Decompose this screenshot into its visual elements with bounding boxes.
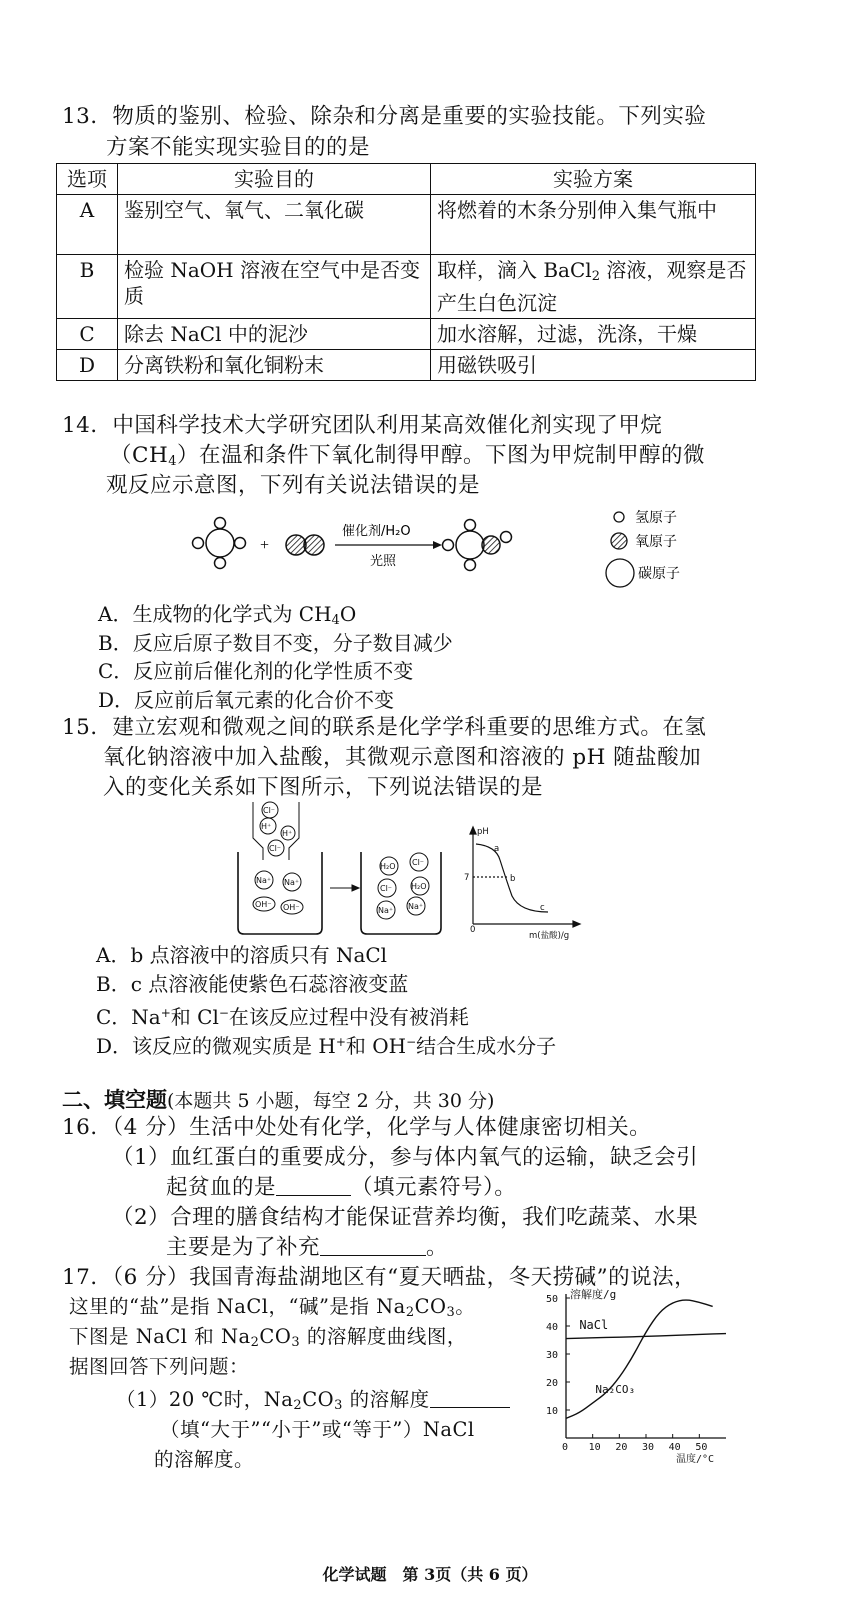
molecule-label-h2o: H₂O — [380, 862, 396, 871]
ion-label-na: Na⁺ — [284, 878, 300, 887]
ion-label-oh: OH⁻ — [283, 903, 300, 912]
ion-label-cl: Cl⁻ — [263, 806, 276, 815]
option-d-pre: D．该反应的微观实质是 H — [96, 1034, 336, 1058]
q17-line3-pre: 下图是 NaCl 和 Na — [69, 1325, 251, 1348]
sub: 3 — [334, 1398, 343, 1413]
table-row — [57, 255, 756, 319]
q17-part1-line3: 的溶解度。 — [154, 1448, 255, 1471]
y-tick-label: 30 — [546, 1350, 559, 1361]
table-cell-option: C — [57, 319, 118, 350]
option-c-sup: + — [160, 1006, 171, 1020]
option-c-post: 在该反应过程中没有被消耗 — [228, 1005, 469, 1029]
table-row — [57, 195, 756, 255]
q17-line3-post: 的溶解度曲线图， — [300, 1325, 467, 1348]
table-row — [57, 350, 756, 381]
table-cell-goal: 检验 NaOH 溶液在空气中是否变质 — [118, 255, 431, 319]
table-header-goal: 实验目的 — [118, 164, 431, 195]
molecule-label-h2o: H₂O — [411, 882, 427, 891]
section-title — [62, 1084, 494, 1114]
q14-line2-sub: 4 — [168, 454, 177, 469]
ion-label-cl: Cl⁻ — [412, 858, 425, 867]
series-label-na2co3: Na₂CO₃ — [595, 1383, 636, 1397]
legend-oxygen: 氧原子 — [635, 534, 677, 550]
table-header-row — [57, 164, 756, 195]
y-tick-label: 40 — [546, 1322, 559, 1333]
q15-line3: 入的变化关系如下图所示，下列说法错误的是 — [103, 775, 544, 800]
q17-part1-line2: （填“大于”“小于”或“等于”）NaCl — [160, 1418, 475, 1441]
q14-line3: 观反应示意图，下列有关说法错误的是 — [106, 473, 481, 498]
q15-line1: 15．建立宏观和微观之间的联系是化学学科重要的思维方式。在氢 — [62, 715, 707, 740]
ion-label-h: H⁺ — [261, 822, 272, 831]
answer-blank[interactable] — [320, 1235, 426, 1256]
legend-hydrogen: 氢原子 — [635, 510, 677, 526]
section-title-text: 二、填空题 — [62, 1087, 167, 1112]
q16-part2-line1: （2）合理的膳食结构才能保证营养均衡，我们吃蔬菜、水果 — [112, 1205, 699, 1230]
sub: 2 — [405, 1305, 415, 1320]
option-a-post: O — [339, 602, 357, 626]
q16-part1-line2 — [166, 1174, 516, 1202]
q15-option-d — [96, 1029, 556, 1059]
point-c-label: c — [540, 903, 545, 913]
option-a-sub: 4 — [331, 613, 340, 628]
answer-blank[interactable] — [276, 1175, 351, 1196]
beaker-left — [238, 852, 322, 934]
page-footer: 化学试题 第 3页（共 6 页） — [322, 1565, 538, 1584]
arrow-condition-top: 催化剂/H₂O — [342, 524, 411, 539]
option-d-mid: 和 OH — [345, 1034, 407, 1058]
q17-part1-line1 — [116, 1386, 510, 1420]
q17-line2-mid: CO — [414, 1295, 447, 1318]
table-header-option: 选项 — [57, 164, 118, 195]
q15-line2: 氧化钠溶液中加入盐酸，其微观示意图和溶液的 pH 随盐酸加 — [103, 745, 702, 770]
q14-line2 — [110, 442, 705, 476]
q14-option-d: D．反应前后氧元素的化合价不变 — [98, 688, 395, 712]
q17-line2-pre: 这里的“盐”是指 NaCl，“碱”是指 Na — [69, 1295, 406, 1318]
q15-option-c — [96, 1000, 469, 1030]
sub: 3 — [446, 1305, 456, 1320]
ion-label-na: Na⁺ — [256, 876, 272, 885]
q17-line2-post: 。 — [455, 1295, 476, 1318]
option-a-pre: A．生成物的化学式为 CH — [98, 602, 332, 626]
table-cell-plan — [431, 255, 756, 319]
x-tick-label: 40 — [668, 1442, 681, 1453]
ion-label-na: Na⁺ — [378, 906, 394, 915]
table-cell-option: B — [57, 255, 118, 319]
q13-line2: 方案不能实现实验目的的是 — [106, 135, 371, 160]
table-cell-plan: 将燃着的木条分别伸入集气瓶中 — [431, 195, 756, 255]
q16-part1-line1: （1）血红蛋白的重要成分，参与体内氧气的运输，缺乏会引 — [112, 1145, 699, 1170]
legend-carbon: 碳原子 — [638, 566, 680, 582]
y-axis-label: 溶解度/g — [570, 1288, 617, 1301]
ion-label-h: H⁺ — [282, 829, 293, 838]
series-label-nacl: NaCl — [579, 1317, 609, 1332]
option-d-sup: + — [335, 1035, 346, 1049]
reaction-arrow-head — [433, 541, 442, 549]
x-axis-label: 温度/°C — [676, 1454, 715, 1464]
q15-option-a: A．b 点溶液中的溶质只有 NaCl — [96, 943, 388, 967]
methanol-molecule — [443, 520, 512, 571]
point-b-label: b — [510, 874, 516, 884]
q17-part1-post: 的溶解度 — [342, 1388, 430, 1411]
ph-graph — [470, 827, 580, 927]
answer-blank[interactable] — [430, 1387, 510, 1408]
table-cell-goal: 鉴别空气、氧气、二氧化碳 — [118, 195, 431, 255]
ph-tick-7: 7 — [464, 873, 470, 883]
table-cell-goal: 分离铁粉和氧化铜粉末 — [118, 350, 431, 381]
solubility-chart — [540, 1288, 740, 1464]
q17-line1: 17．（6 分）我国青海盐湖地区有“夏天晒盐，冬天捞碱”的说法， — [62, 1265, 697, 1290]
section-note: (本题共 5 小题，每空 2 分，共 30 分) — [167, 1090, 495, 1112]
q14-option-b: B．反应后原子数目不变，分子数目减少 — [98, 631, 453, 655]
q14-line1: 14．中国科学技术大学研究团队利用某高效催化剂实现了甲烷 — [62, 413, 663, 438]
table-row — [57, 319, 756, 350]
table-cell-plan: 用磁铁吸引 — [431, 350, 756, 381]
table-cell-option: A — [57, 195, 118, 255]
y-tick-label: 50 — [546, 1294, 559, 1305]
ph-origin: 0 — [470, 925, 476, 935]
methane-reaction-diagram — [180, 505, 720, 595]
x-tick-label: 10 — [588, 1442, 601, 1453]
transition-arrow-head — [352, 885, 359, 891]
y-tick-label: 20 — [546, 1378, 559, 1389]
x-tick-label: 0 — [562, 1442, 569, 1453]
q16-part2-pre: 主要是为了补充 — [166, 1235, 321, 1260]
arrow-condition-bottom: 光照 — [370, 554, 397, 569]
ph-y-label: pH — [477, 827, 489, 837]
q17-line3 — [69, 1323, 467, 1357]
q16-line1: 16．（4 分）生活中处处有化学，化学与人体健康密切相关。 — [62, 1115, 652, 1140]
q17-part1-pre: （1）20 ℃时，Na — [116, 1388, 294, 1411]
q17-line2 — [69, 1293, 475, 1327]
q14-option-c: C．反应前后催化剂的化学性质不变 — [98, 659, 414, 683]
q17-line3-mid: CO — [259, 1325, 292, 1348]
ion-label-cl: Cl⁻ — [269, 844, 282, 853]
beaker-right — [361, 852, 441, 934]
q14-line2-pre: （CH — [110, 443, 169, 468]
ph-x-label: m(盐酸)/g — [529, 931, 570, 941]
option-d-post: 结合生成水分子 — [416, 1034, 557, 1058]
diagram-legend — [606, 512, 634, 587]
table-cell-option: D — [57, 350, 118, 381]
ion-label-cl: Cl⁻ — [380, 884, 393, 893]
x-tick-label: 30 — [642, 1442, 655, 1453]
x-tick-label: 50 — [695, 1442, 708, 1453]
point-a-label: a — [494, 844, 500, 854]
q16-part1-post: （填元素符号）。 — [351, 1175, 517, 1200]
option-d-sup: − — [406, 1035, 417, 1049]
sub: 3 — [291, 1335, 301, 1350]
y-tick-label: 10 — [546, 1406, 559, 1417]
plan-text: 溶液，观察是否产生白色沉淀 — [437, 258, 747, 315]
methane-molecule — [193, 518, 246, 569]
plan-subscript: 2 — [591, 269, 600, 284]
q13-table — [56, 163, 756, 381]
plan-text: 取样，滴入 BaCl — [437, 258, 592, 282]
ph-x-arrow — [573, 921, 580, 927]
ion-label-oh: OH⁻ — [255, 900, 272, 909]
option-c-pre: C．Na — [96, 1005, 161, 1029]
q17-line4: 据图回答下列问题： — [69, 1355, 250, 1378]
ph-y-arrow — [470, 827, 476, 834]
table-cell-plan: 加水溶解，过滤，洗涤，干燥 — [431, 319, 756, 350]
series-line-nacl — [566, 1334, 726, 1339]
x-tick-label: 20 — [615, 1442, 628, 1453]
q13-line1: 13．物质的鉴别、检验、除杂和分离是重要的实验技能。下列实验 — [62, 104, 707, 129]
q16-part2-post: 。 — [426, 1235, 449, 1260]
table-cell-goal: 除去 NaCl 中的泥沙 — [118, 319, 431, 350]
sub: 2 — [250, 1335, 260, 1350]
oxygen-molecule — [286, 535, 324, 555]
q14-line2-post: ）在温和条件下氧化制得甲醇。下图为甲烷制甲醇的微 — [176, 443, 705, 468]
option-c-mid: 和 Cl — [170, 1005, 219, 1029]
table-header-plan: 实验方案 — [431, 164, 756, 195]
ion-label-na: Na⁺ — [408, 902, 424, 911]
sub: 2 — [293, 1398, 303, 1413]
q15-option-b: B．c 点溶液能使紫色石蕊溶液变蓝 — [96, 972, 409, 996]
q16-part1-pre: 起贫血的是 — [166, 1175, 277, 1200]
q16-part2-line2 — [166, 1234, 448, 1262]
plus-sign: + — [260, 537, 270, 554]
q17-part1-mid: CO — [302, 1388, 335, 1411]
option-c-sup: − — [218, 1006, 229, 1020]
neutralization-diagram — [228, 800, 598, 942]
